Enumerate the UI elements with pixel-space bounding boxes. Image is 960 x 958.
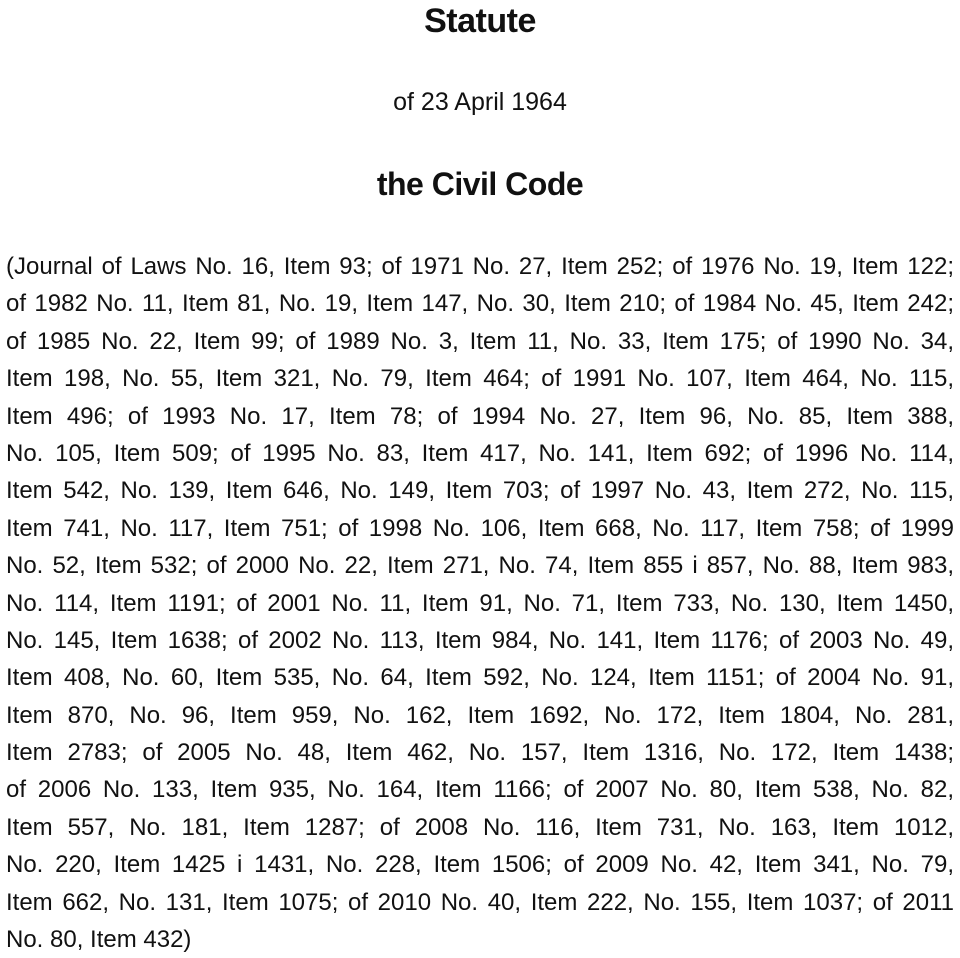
reference-line: No. 105, Item 509; of 1995 No. 83, Item 417, No. 141, Item 692; of 1996 No. 114, bbox=[6, 439, 954, 467]
document-title: Statute bbox=[424, 2, 536, 40]
reference-line: of 2006 No. 133, Item 935, No. 164, Item 1166; of 2007 No. 80, Item 538, No. 82, bbox=[6, 776, 954, 804]
reference-line: Item 741, No. 117, Item 751; of 1998 No. 106, Item 668, No. 117, Item 758; of 1999 bbox=[6, 514, 954, 542]
reference-line: No. 80, Item 432) bbox=[6, 926, 192, 954]
document-subject: the Civil Code bbox=[376, 166, 584, 202]
reference-line: Item 198, No. 55, Item 321, No. 79, Item 464; of 1991 No. 107, Item 464, No. 115, bbox=[6, 365, 954, 393]
reference-line: Item 542, No. 139, Item 646, No. 149, Item 703; of 1997 No. 43, Item 272, No. 115, bbox=[6, 477, 954, 505]
reference-line: Item 870, No. 96, Item 959, No. 162, Item 1692, No. 172, Item 1804, No. 281, bbox=[6, 701, 954, 729]
reference-line: Item 2783; of 2005 No. 48, Item 462, No. 157, Item 1316, No. 172, Item 1438; bbox=[6, 739, 954, 767]
reference-line: Item 496; of 1993 No. 17, Item 78; of 1994 No. 27, Item 96, No. 85, Item 388, bbox=[6, 402, 954, 430]
reference-line: (Journal of Laws No. 16, Item 93; of 1971 No. 27, Item 252; of 1976 No. 19, Item 122; bbox=[6, 253, 954, 280]
reference-line: of 1982 No. 11, Item 81, No. 19, Item 147, No. 30, Item 210; of 1984 No. 45, Item 242; bbox=[6, 290, 954, 318]
reference-line: No. 145, Item 1638; of 2002 No. 113, Item 984, No. 141, Item 1176; of 2003 No. 49, bbox=[6, 626, 954, 654]
reference-line: No. 220, Item 1425 i 1431, No. 228, Item 1506; of 2009 No. 42, Item 341, No. 79, bbox=[6, 851, 954, 879]
reference-line: of 1985 No. 22, Item 99; of 1989 No. 3, Item 11, No. 33, Item 175; of 1990 No. 34, bbox=[6, 327, 954, 355]
reference-line: Item 408, No. 60, Item 535, No. 64, Item 592, No. 124, Item 1151; of 2004 No. 91, bbox=[6, 664, 954, 692]
reference-line: No. 114, Item 1191; of 2001 No. 11, Item 91, No. 71, Item 733, No. 130, Item 1450, bbox=[6, 589, 954, 617]
reference-line: No. 52, Item 532; of 2000 No. 22, Item 271, No. 74, Item 855 i 857, No. 88, Item 983, bbox=[6, 552, 954, 580]
reference-line: Item 662, No. 131, Item 1075; of 2010 No. 40, Item 222, No. 155, Item 1037; of 2011 bbox=[6, 888, 954, 916]
reference-line: Item 557, No. 181, Item 1287; of 2008 No. 116, Item 731, No. 163, Item 1012, bbox=[6, 813, 954, 841]
journal-references bbox=[6, 248, 954, 958]
document-date-line: of 23 April 1964 bbox=[393, 88, 567, 116]
